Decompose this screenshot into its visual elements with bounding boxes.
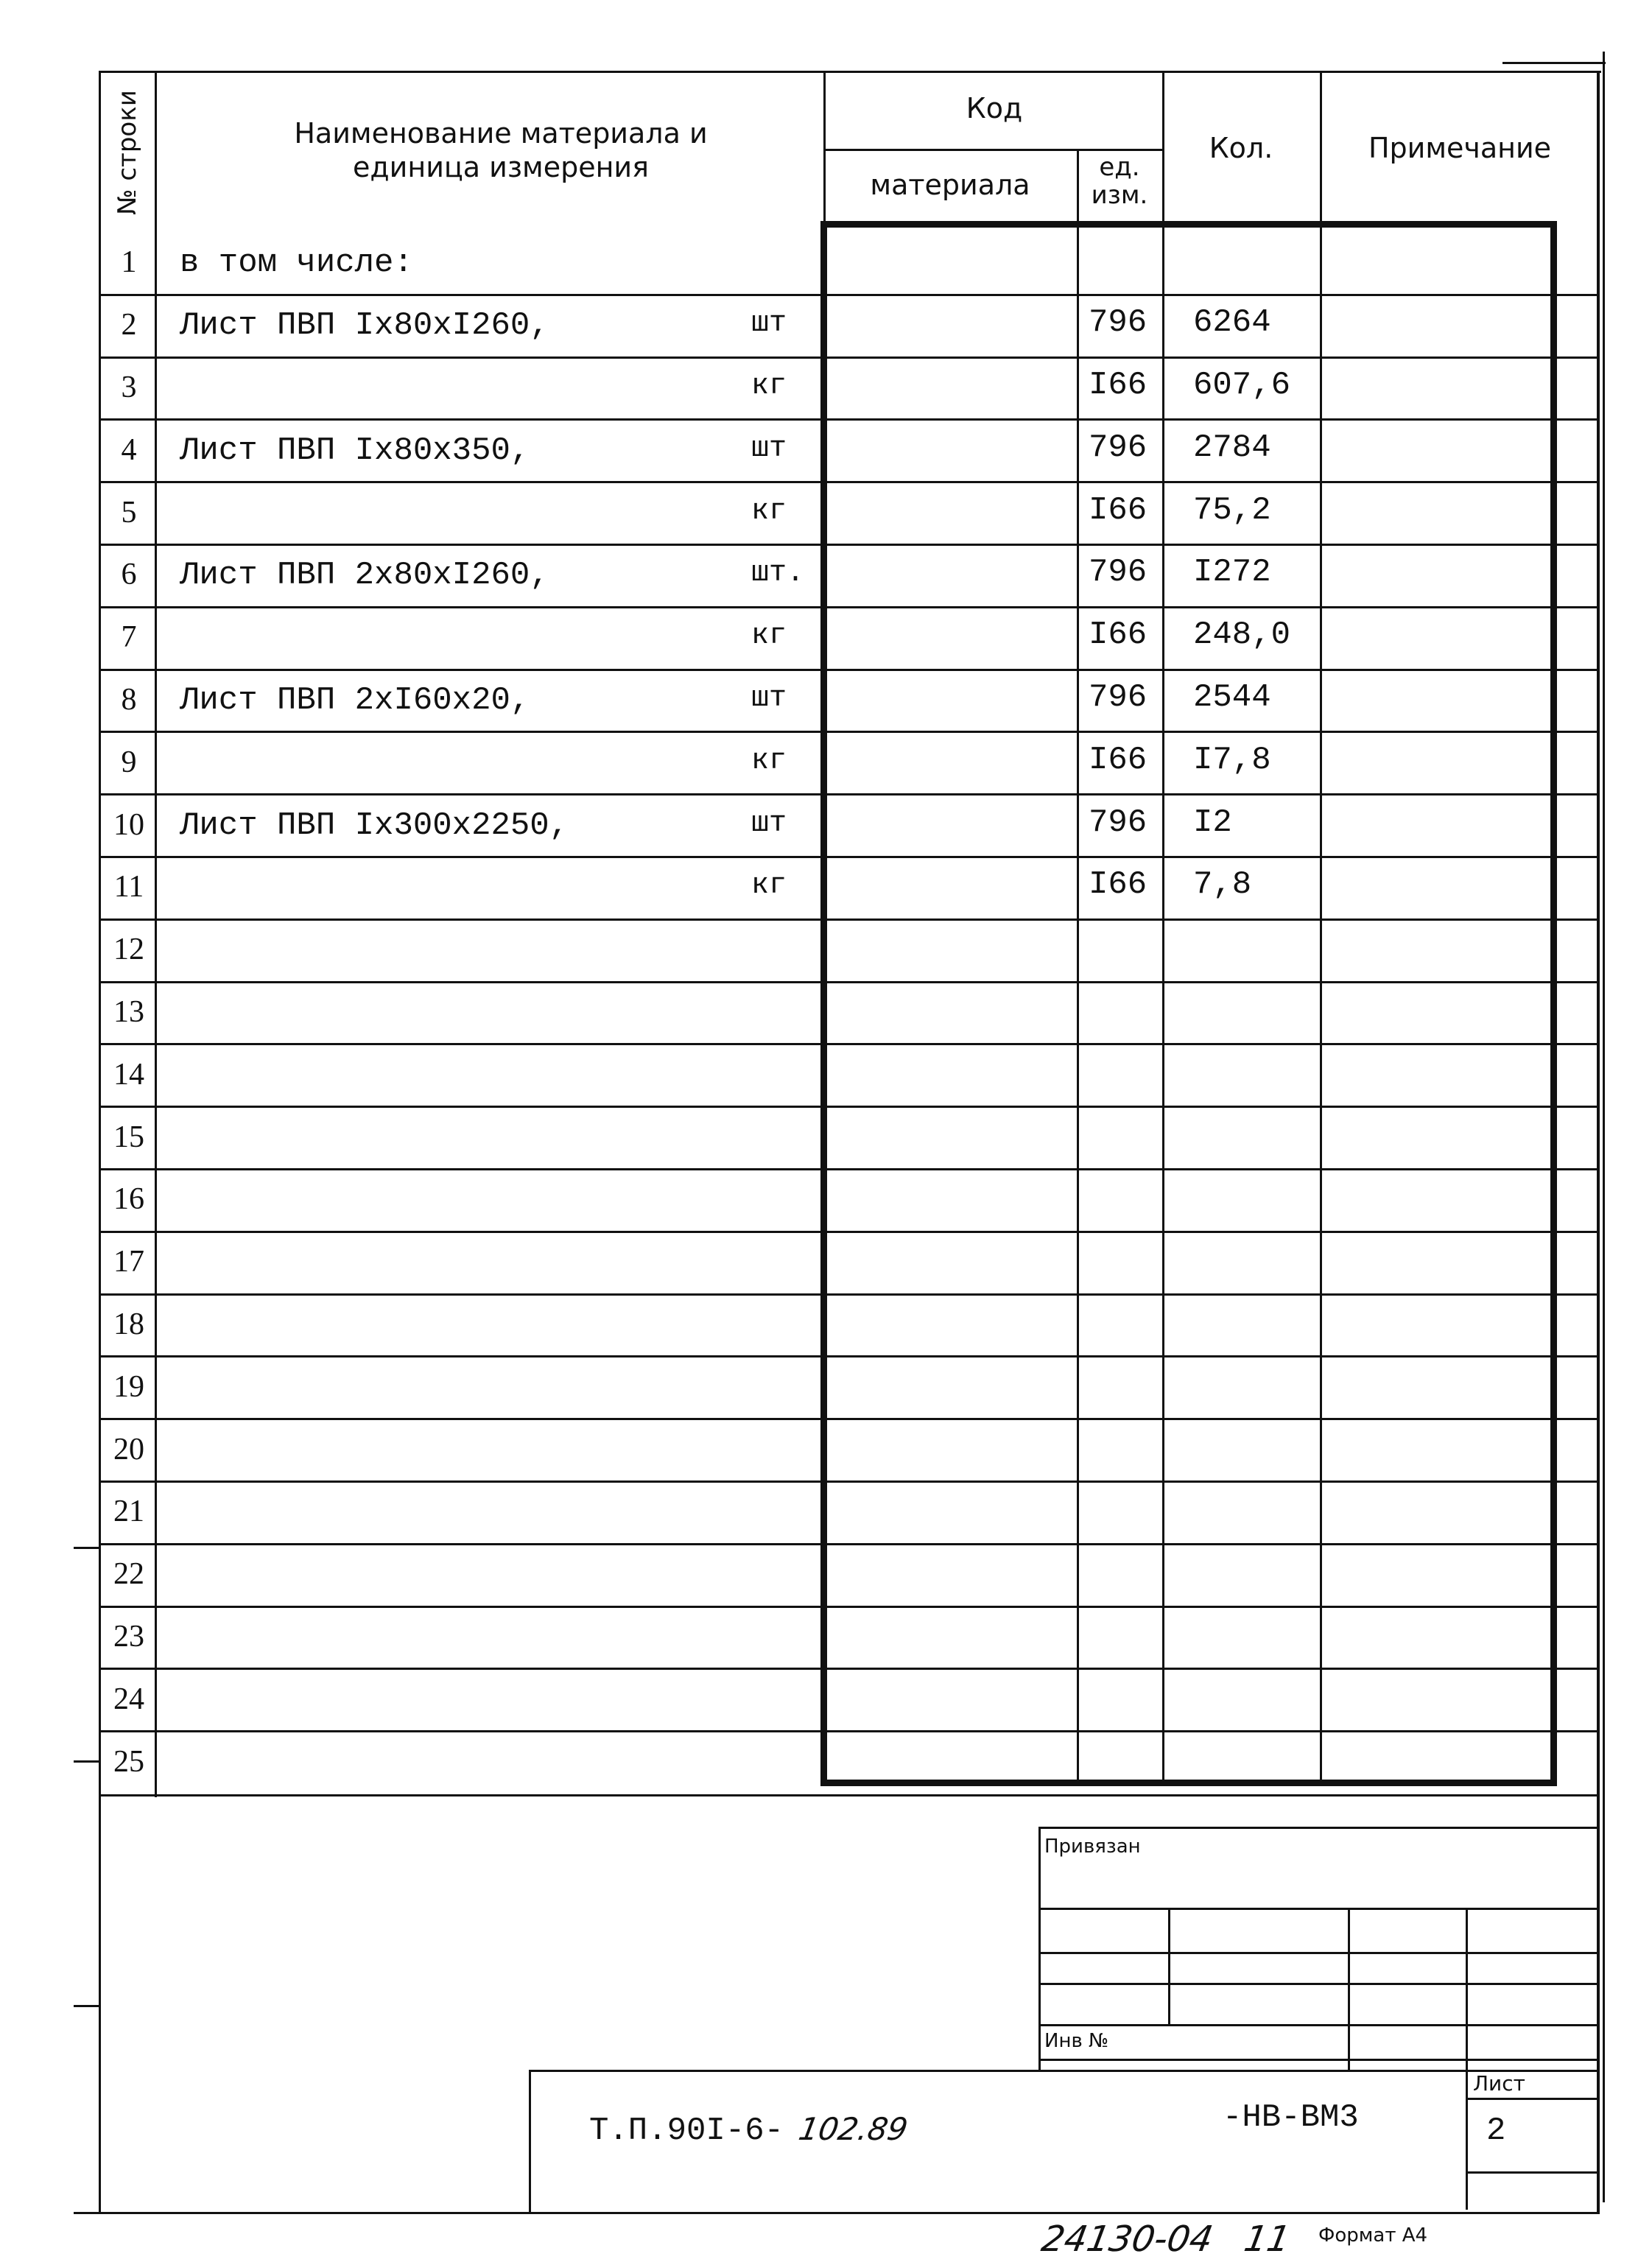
- row-unit-code: 796: [1089, 304, 1147, 342]
- table-row: [99, 1232, 1598, 1295]
- header-qty: Кол.: [1209, 132, 1273, 164]
- stamp-attached-label: Привязан: [1044, 1836, 1141, 1858]
- header-code-divider: [823, 149, 1164, 151]
- header-code: Код: [966, 92, 1023, 124]
- stamp-line: [1040, 2024, 1600, 2026]
- table-row: [99, 983, 1598, 1045]
- header-name: Наименование материала и единица измерения: [294, 117, 708, 183]
- stamp-doc-code-handwritten: 102.89: [795, 2111, 911, 2147]
- stamp-line: [1466, 2171, 1600, 2174]
- stamp-line: [1040, 1952, 1600, 1954]
- row-name: Лист ПВП Iх80х350,: [180, 432, 530, 469]
- row-unit-text: кг: [751, 370, 787, 403]
- row-number: 14: [113, 1057, 144, 1092]
- row-unit-code: 796: [1089, 679, 1147, 716]
- row-number: 13: [113, 995, 144, 1029]
- row-number: 3: [121, 370, 137, 404]
- row-number: 16: [113, 1182, 144, 1217]
- row-unit-text: шт.: [751, 557, 805, 591]
- row-unit-text: шт: [751, 682, 787, 715]
- stamp-line: [1040, 2059, 1600, 2061]
- stamp-line: [1038, 1827, 1041, 2070]
- stamp-line: [1168, 1908, 1170, 2024]
- table-row: [99, 1607, 1598, 1670]
- col-line-qty-header: [1162, 71, 1164, 233]
- row-quantity: 6264: [1193, 304, 1271, 342]
- row-number: 18: [113, 1307, 144, 1341]
- row-number: 25: [113, 1744, 144, 1779]
- row-number: 15: [113, 1120, 144, 1154]
- row-name: Лист ПВП 2х80хI260,: [180, 557, 549, 594]
- footer-archive-number: 24130-04: [1038, 2219, 1217, 2260]
- row-number: 17: [113, 1245, 144, 1279]
- row-quantity: 7,8: [1193, 866, 1252, 904]
- row-number: 8: [121, 683, 137, 717]
- row-quantity: 607,6: [1193, 367, 1291, 404]
- row-number: 1: [121, 245, 137, 280]
- frame-bottom-border: [74, 2212, 1600, 2214]
- table-row: [99, 732, 1598, 795]
- col-line-note-header: [1320, 71, 1322, 233]
- row-number: 23: [113, 1620, 144, 1654]
- col-line-name: [823, 71, 826, 233]
- col-line-unit-header: [1077, 149, 1079, 233]
- row-number: 4: [121, 432, 137, 467]
- row-quantity: 2544: [1193, 679, 1271, 716]
- row-quantity: 248,0: [1193, 617, 1291, 654]
- margin-tick: [74, 2005, 100, 2007]
- table-row: [99, 1107, 1598, 1170]
- row-quantity: I2: [1193, 804, 1232, 841]
- row-unit-code: I66: [1089, 866, 1147, 904]
- table-row: [99, 608, 1598, 670]
- footer-archive-sheet: 11: [1241, 2219, 1294, 2260]
- stamp-inv-label: Инв №: [1044, 2030, 1109, 2052]
- row-number: 7: [121, 620, 137, 655]
- table-row: [99, 358, 1598, 421]
- header-unit: ед. изм.: [1091, 152, 1148, 210]
- row-name: Лист ПВП 2хI60х20,: [180, 682, 530, 719]
- row-unit-text: кг: [751, 619, 787, 653]
- row-number: 6: [121, 558, 137, 592]
- stamp-sheet-label: Лист: [1473, 2071, 1525, 2096]
- row-unit-code: 796: [1089, 554, 1147, 591]
- table-row: [99, 1482, 1598, 1545]
- stamp-line: [1348, 1908, 1350, 2070]
- stamp-line: [1466, 2098, 1600, 2100]
- table-row: [99, 920, 1598, 983]
- row-unit-code: I66: [1089, 491, 1147, 529]
- header-material: материала: [870, 169, 1030, 201]
- table-row: [99, 857, 1598, 920]
- table-row: [99, 1295, 1598, 1357]
- stamp-line: [1040, 1983, 1600, 1985]
- stamp-line: [1040, 1908, 1600, 1910]
- row-number: 9: [121, 745, 137, 779]
- table-row: [99, 1044, 1598, 1107]
- stamp-line: [530, 2070, 1598, 2072]
- footer-format: Формат А4: [1318, 2224, 1428, 2247]
- row-quantity: I272: [1193, 554, 1271, 591]
- row-number: 11: [113, 870, 144, 905]
- row-unit-code: I66: [1089, 617, 1147, 654]
- row-unit-text: шт: [751, 432, 787, 466]
- row-number: 21: [113, 1494, 144, 1529]
- stamp-line: [1466, 1908, 1468, 2210]
- row-unit-text: шт: [751, 807, 787, 840]
- row-unit-text: кг: [751, 744, 787, 778]
- row-number: 10: [113, 807, 144, 842]
- table-row: [99, 1170, 1598, 1232]
- page-right-edge: [1603, 52, 1605, 2202]
- row-number: 19: [113, 1369, 144, 1404]
- stamp-line: [1040, 1827, 1600, 1829]
- header-row-no: № строки: [113, 90, 142, 215]
- header-note: Примечание: [1368, 132, 1552, 164]
- table-row: [99, 1419, 1598, 1482]
- row-number: 2: [121, 308, 137, 343]
- row-unit-text: кг: [751, 494, 787, 528]
- row-number: 5: [121, 495, 137, 530]
- row-name: Лист ПВП Iх80хI260,: [180, 307, 549, 345]
- page-top-edge: [1502, 62, 1606, 64]
- row-unit-code: I66: [1089, 367, 1147, 404]
- stamp-doc-code-right: -НВ-ВМ3: [1223, 2099, 1359, 2136]
- row-unit-code: 796: [1089, 429, 1147, 466]
- row-unit-text: кг: [751, 869, 787, 903]
- row-number: 20: [113, 1432, 144, 1467]
- row-name: в том числе:: [180, 245, 413, 282]
- row-number: 24: [113, 1682, 144, 1716]
- table-thick-top: [820, 221, 1557, 228]
- frame-top-border: [99, 71, 1601, 73]
- row-quantity: 2784: [1193, 429, 1271, 466]
- table-row: [99, 1357, 1598, 1419]
- row-unit-code: I66: [1089, 741, 1147, 779]
- row-unit-code: 796: [1089, 804, 1147, 841]
- table-row: [99, 1545, 1598, 1607]
- row-quantity: I7,8: [1193, 741, 1271, 779]
- stamp-sheet-number: 2: [1486, 2112, 1506, 2149]
- table-row: [99, 1732, 1598, 1794]
- table-bottom-line: [99, 1794, 1598, 1796]
- margin-tick: [74, 1760, 100, 1763]
- stamp-doc-code-left: Т.П.90I-6-: [589, 2112, 784, 2149]
- margin-tick: [74, 1547, 100, 1549]
- row-unit-text: шт: [751, 307, 787, 341]
- row-name: Лист ПВП Iх300х2250,: [180, 807, 569, 844]
- row-number: 22: [113, 1557, 144, 1592]
- row-quantity: 75,2: [1193, 491, 1271, 529]
- stamp-line: [529, 2070, 531, 2213]
- row-number: 12: [113, 932, 144, 967]
- table-row: [99, 1669, 1598, 1732]
- table-row: [99, 482, 1598, 545]
